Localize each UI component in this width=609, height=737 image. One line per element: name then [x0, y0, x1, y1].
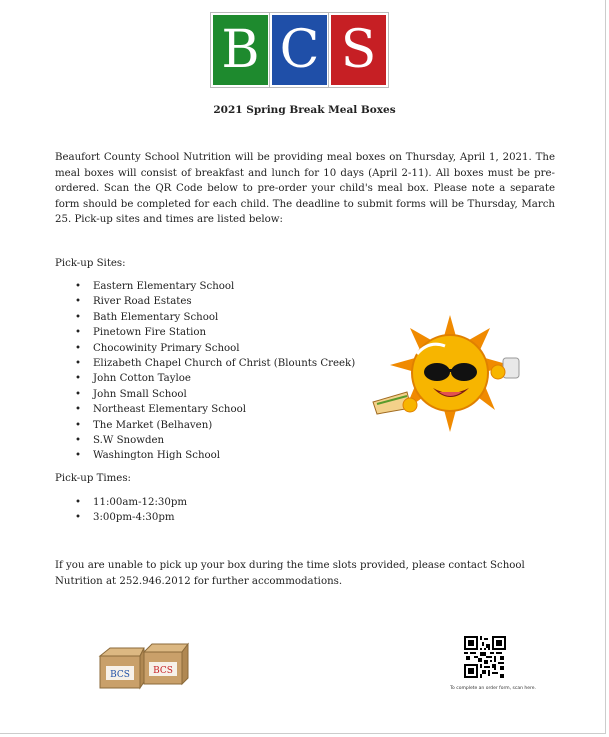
list-item: • River Road Estates	[55, 294, 355, 309]
list-item: • Pinetown Fire Station	[55, 325, 355, 340]
sun-mascot-icon	[365, 310, 535, 440]
list-item: • The Market (Belhaven)	[55, 418, 355, 433]
bcs-logo	[211, 13, 388, 87]
list-item: • Elizabeth Chapel Church of Christ (Blounts Creek)	[55, 356, 355, 371]
pickup-times-list	[55, 495, 187, 526]
list-item: • Washington High School	[55, 448, 355, 463]
list-item: • John Cotton Tayloe	[55, 371, 355, 386]
box-label: BCS	[110, 670, 130, 680]
list-item: • 3:00pm-4:30pm	[55, 510, 187, 525]
pickup-sites-list	[55, 279, 355, 464]
intro-paragraph: Beaufort County School Nutrition will be providing meal boxes on Thursday, April 1, 2021. The meal boxes will consist of breakfast and lunch for 10 days (April 2-11). All boxes must be pre-ordered. Scan the QR Code below to pre-order your child's meal box. Please note a separate form should be completed for each child. The deadline to submit forms will be Thursday, March 25. Pick-up sites and times are listed below:	[55, 152, 555, 225]
pickup-times-label: Pick-up Times:	[55, 473, 131, 484]
logo-letter-b: B	[211, 13, 270, 87]
logo-letter-s: S	[329, 13, 388, 87]
contact-note: If you are unable to pick up your box during the time slots provided, please contact School Nutrition at 252.946.2012 for further accommodations.	[55, 560, 525, 587]
list-item: • S.W Snowden	[55, 433, 355, 448]
list-item: • 11:00am-12:30pm	[55, 495, 187, 510]
list-item: • Bath Elementary School	[55, 310, 355, 325]
pickup-sites-label: Pick-up Sites:	[55, 258, 126, 269]
list-item: • Northeast Elementary School	[55, 402, 355, 417]
list-item: • Eastern Elementary School	[55, 279, 355, 294]
qr-code-icon	[464, 636, 506, 678]
meal-boxes-icon	[96, 642, 191, 692]
document-title: 2021 Spring Break Meal Boxes	[213, 104, 396, 116]
qr-caption: To complete an order form, scan here.	[450, 686, 536, 691]
logo-letter-c: C	[270, 13, 329, 87]
list-item: • Chocowinity Primary School	[55, 341, 355, 356]
box-label: BCS	[153, 666, 173, 676]
list-item: • John Small School	[55, 387, 355, 402]
